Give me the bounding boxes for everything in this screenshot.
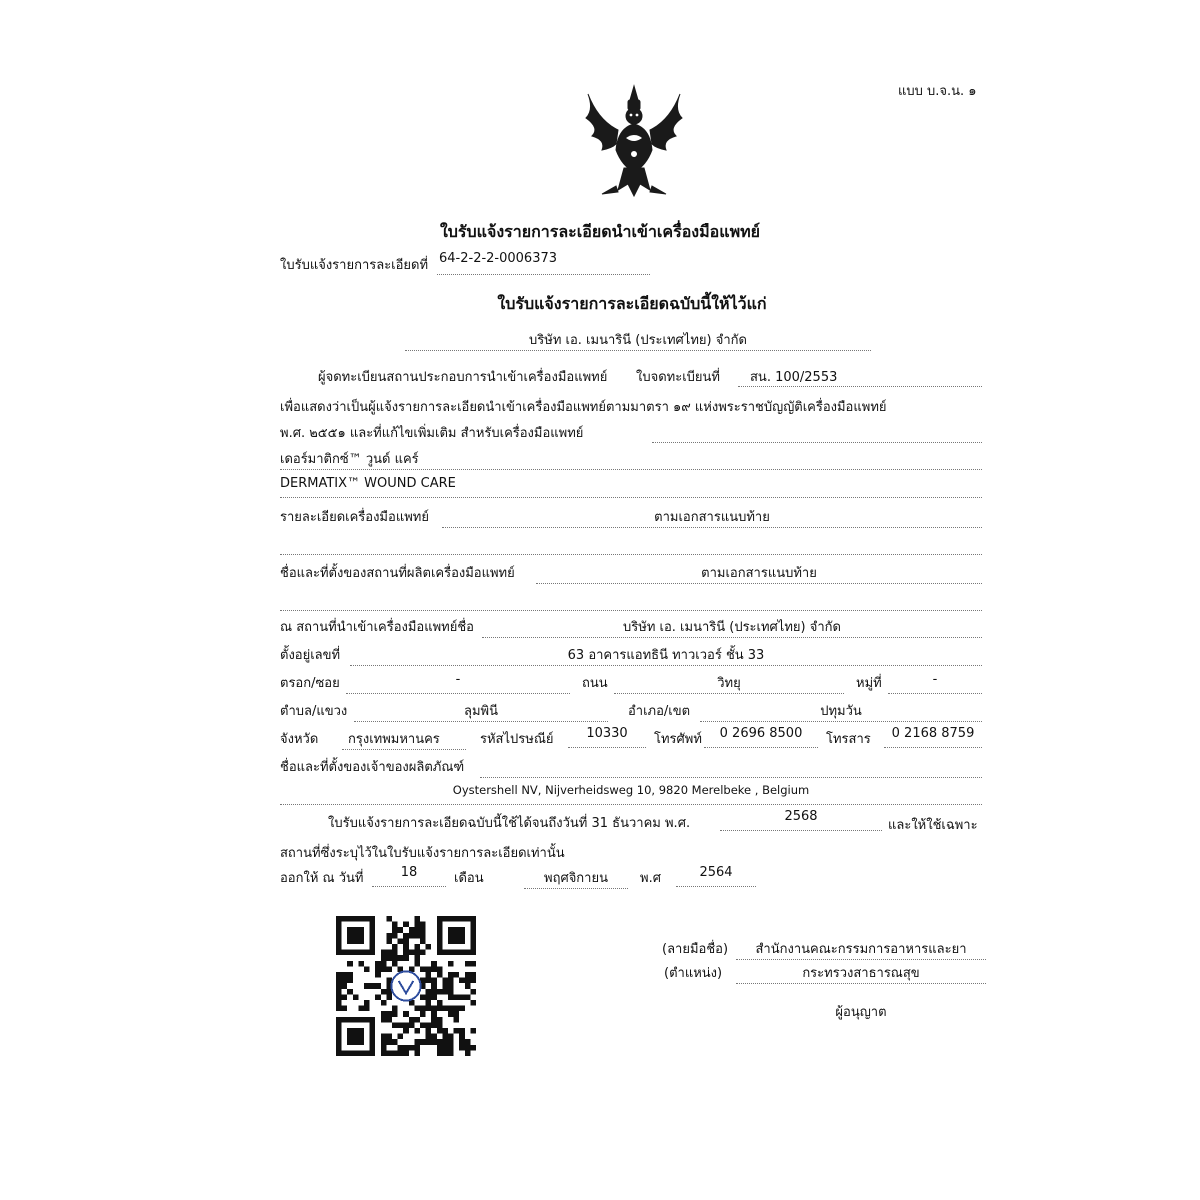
import-site-label: ณ สถานที่นำเข้าเครื่องมือแพทย์ชื่อ	[280, 620, 474, 635]
license-number-label: ใบจดทะเบียนที่	[636, 370, 720, 385]
validity-year: 2568	[784, 809, 818, 824]
dotted-line	[720, 830, 882, 831]
validity-suffix: และให้ใช้เฉพาะ	[888, 818, 978, 833]
dotted-line	[442, 527, 982, 528]
garuda-emblem-icon	[578, 80, 690, 202]
sign-value: สำนักงานคณะกรรมการอาหารและยา	[755, 942, 967, 957]
moo-label: หมู่ที่	[856, 676, 882, 691]
soi-value: -	[455, 672, 461, 687]
qr-code[interactable]	[336, 916, 476, 1056]
issue-year-label: พ.ศ	[640, 871, 661, 886]
receipt-no-label: ใบรับแจ้งรายการละเอียดที่	[280, 258, 429, 273]
dotted-line	[280, 497, 982, 498]
dotted-line	[354, 721, 608, 722]
form-code: แบบ บ.จ.น. ๑	[898, 84, 977, 99]
device-name-en: DERMATIX™ WOUND CARE	[280, 476, 456, 491]
dotted-line	[342, 749, 466, 750]
act-line: พ.ศ. ๒๕๕๑ และที่แก้ไขเพิ่มเติม สำหรับเครื่องมือแพทย์	[280, 426, 584, 441]
dotted-line	[884, 747, 982, 748]
manufacturing-site-label: ชื่อและที่ตั้งของสถานที่ผลิตเครื่องมือแพทย์	[280, 566, 515, 581]
district-value: ปทุมวัน	[820, 704, 862, 719]
phone-label: โทรศัพท์	[654, 732, 702, 747]
device-details-value: ตามเอกสารแนบท้าย	[654, 510, 770, 525]
dotted-line	[568, 747, 646, 748]
license-text: ผู้จดทะเบียนสถานประกอบการนำเข้าเครื่องมือแพทย์	[318, 370, 608, 385]
issue-day: 18	[400, 865, 418, 880]
address-no-value: 63 อาคารแอทธินี ทาวเวอร์ ชั้น 33	[567, 648, 765, 663]
fda-logo-icon	[391, 971, 420, 1000]
fax-label: โทรสาร	[826, 732, 871, 747]
dotted-line	[346, 693, 570, 694]
manufacturing-site-value: ตามเอกสารแนบท้าย	[701, 566, 817, 581]
dotted-line	[350, 665, 982, 666]
dotted-line	[888, 693, 982, 694]
dotted-line	[700, 721, 982, 722]
soi-label: ตรอก/ซอย	[280, 676, 340, 691]
dotted-line	[280, 610, 982, 611]
position-label: (ตำแหน่ง)	[664, 966, 723, 981]
dotted-line	[614, 693, 844, 694]
postal-value: 10330	[586, 726, 628, 741]
moo-value: -	[932, 672, 938, 687]
owner-value: Oystershell NV, Nijverheidsweg 10, 9820 Merelbeke , Belgium	[452, 783, 810, 797]
issued-to-heading: ใบรับแจ้งรายการละเอียดฉบับนี้ให้ไว้แก่	[497, 294, 767, 313]
license-number-value: สน. 100/2553	[750, 370, 838, 385]
province-label: จังหวัด	[280, 732, 319, 747]
dotted-line	[736, 983, 986, 984]
dotted-line	[480, 777, 982, 778]
road-value: วิทยุ	[717, 676, 741, 691]
device-name-th: เดอร์มาติกซ์™ วูนด์ แคร์	[280, 452, 419, 467]
dotted-line	[738, 386, 982, 387]
dotted-line	[736, 959, 986, 960]
dotted-line	[676, 886, 756, 887]
dotted-line	[524, 888, 628, 889]
issue-month-label: เดือน	[454, 871, 484, 886]
validity-text: ใบรับแจ้งรายการละเอียดฉบับนี้ใช้ได้จนถึงวันที่ 31 ธันวาคม พ.ศ.	[328, 816, 691, 831]
sign-label: (ลายมือชื่อ)	[662, 942, 729, 957]
road-label: ถนน	[582, 676, 608, 691]
issue-date-label: ออกให้ ณ วันที่	[280, 871, 364, 886]
dotted-line	[280, 469, 982, 470]
position-value: กระทรวงสาธารณสุข	[802, 966, 920, 981]
import-site-value: บริษัท เอ. เมนารินี (ประเทศไทย) จำกัด	[623, 620, 841, 635]
fax-value: 0 2168 8759	[891, 726, 975, 741]
district-label: อำเภอ/เขต	[628, 704, 691, 719]
address-no-label: ตั้งอยู่เลขที่	[280, 648, 341, 663]
receipt-no-value: 64-2-2-2-0006373	[439, 251, 558, 266]
dotted-line	[482, 637, 982, 638]
dotted-line	[437, 274, 650, 275]
phone-value: 0 2696 8500	[719, 726, 803, 741]
signer-role: ผู้อนุญาต	[835, 1005, 887, 1020]
dotted-line	[405, 350, 871, 351]
validity-line2: สถานที่ซึ่งระบุไว้ในใบรับแจ้งรายการละเอียดเท่านั้น	[280, 846, 565, 861]
issue-year: 2564	[699, 865, 733, 880]
dotted-line	[280, 804, 982, 805]
purpose-line: เพื่อแสดงว่าเป็นผู้แจ้งรายการละเอียดนำเข้าเครื่องมือแพทย์ตามมาตรา ๑๙ แห่งพระราชบัญญัติเครื่องมือแพทย์	[280, 400, 887, 415]
dotted-line	[652, 442, 982, 443]
postal-label: รหัสไปรษณีย์	[480, 732, 554, 747]
document-title: ใบรับแจ้งรายการละเอียดนำเข้าเครื่องมือแพทย์	[439, 222, 761, 241]
company-name: บริษัท เอ. เมนารินี (ประเทศไทย) จำกัด	[529, 333, 747, 348]
dotted-line	[704, 747, 818, 748]
issue-month: พฤศจิกายน	[544, 871, 608, 886]
subdistrict-label: ตำบล/แขวง	[280, 704, 348, 719]
dotted-line	[372, 886, 446, 887]
dotted-line	[536, 583, 982, 584]
device-details-label: รายละเอียดเครื่องมือแพทย์	[280, 510, 429, 525]
subdistrict-value: ลุมพินี	[464, 704, 498, 719]
dotted-line	[280, 554, 982, 555]
owner-label: ชื่อและที่ตั้งของเจ้าของผลิตภัณฑ์	[280, 760, 465, 775]
province-value: กรุงเทพมหานคร	[348, 732, 440, 747]
